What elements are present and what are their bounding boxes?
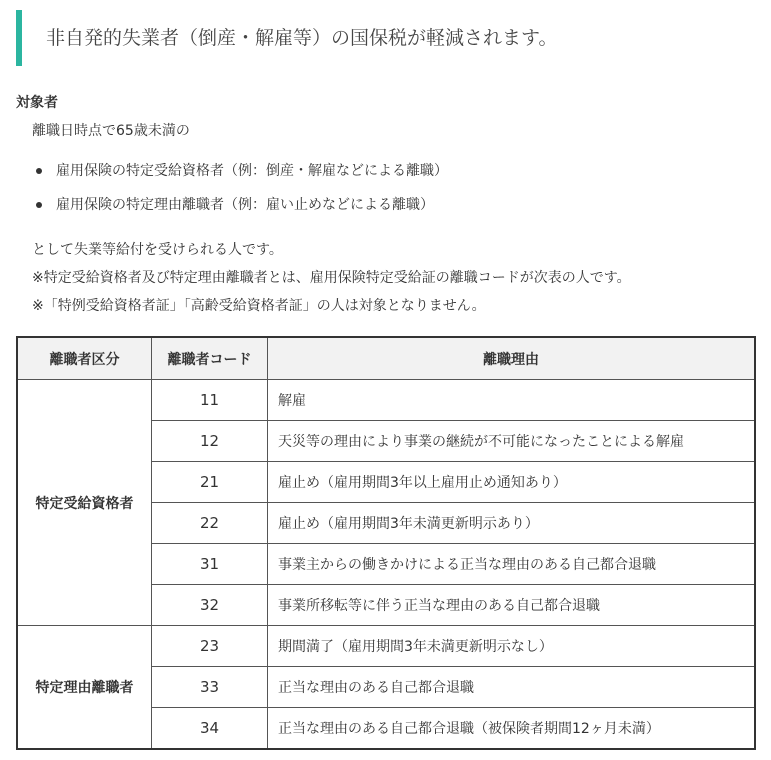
target-condition: 離職日時点で65歳未満の bbox=[32, 123, 190, 139]
separation-code-table bbox=[16, 336, 756, 750]
header-reason: 離職理由 bbox=[268, 337, 756, 380]
reason-cell: 解雇 bbox=[268, 380, 756, 421]
header-category: 離職者区分 bbox=[17, 337, 152, 380]
table-row bbox=[17, 380, 755, 421]
section-heading: 非自発的失業者（倒産・解雇等）の国保税が軽減されます。 bbox=[16, 10, 756, 66]
reason-cell: 事業主からの働きかけによる正当な理由のある自己都合退職 bbox=[268, 544, 756, 585]
reason-cell: 正当な理由のある自己都合退職 bbox=[268, 667, 756, 708]
code-cell: 21 bbox=[152, 462, 268, 503]
target-note: として失業等給付を受けられる人です。 bbox=[32, 242, 283, 258]
reason-cell: 正当な理由のある自己都合退職（被保険者期間12ヶ月未満） bbox=[268, 708, 756, 750]
code-cell: 12 bbox=[152, 421, 268, 462]
header-code: 離職者コード bbox=[152, 337, 268, 380]
bullet-item: 雇用保険の特定理由離職者（例：雇い止めなどによる離職） bbox=[34, 194, 448, 228]
code-cell: 31 bbox=[152, 544, 268, 585]
bullet-item: 雇用保険の特定受給資格者（例：倒産・解雇などによる離職） bbox=[34, 160, 448, 194]
code-cell: 34 bbox=[152, 708, 268, 750]
table-row bbox=[17, 626, 755, 667]
target-label: 対象者 bbox=[16, 95, 58, 111]
reason-cell: 雇止め（雇用期間3年以上雇用止め通知あり） bbox=[268, 462, 756, 503]
code-cell: 23 bbox=[152, 626, 268, 667]
reason-cell: 事業所移転等に伴う正当な理由のある自己都合退職 bbox=[268, 585, 756, 626]
code-cell: 11 bbox=[152, 380, 268, 421]
reason-cell: 天災等の理由により事業の継続が不可能になったことによる解雇 bbox=[268, 421, 756, 462]
code-cell: 33 bbox=[152, 667, 268, 708]
table-header-row bbox=[17, 337, 755, 380]
target-definition-note: ※特定受給資格者及び特定理由離職者とは、雇用保険特定受給証の離職コードが次表の人です。 bbox=[32, 270, 631, 286]
target-bullet-list bbox=[34, 160, 448, 228]
reason-cell: 雇止め（雇用期間3年未満更新明示あり） bbox=[268, 503, 756, 544]
code-cell: 22 bbox=[152, 503, 268, 544]
category-cell: 特定受給資格者 bbox=[17, 380, 152, 626]
category-cell: 特定理由離職者 bbox=[17, 626, 152, 750]
reason-cell: 期間満了（雇用期間3年未満更新明示なし） bbox=[268, 626, 756, 667]
target-exclusion-note: ※「特例受給資格者証」「高齢受給資格者証」の人は対象となりません。 bbox=[32, 298, 486, 314]
code-cell: 32 bbox=[152, 585, 268, 626]
